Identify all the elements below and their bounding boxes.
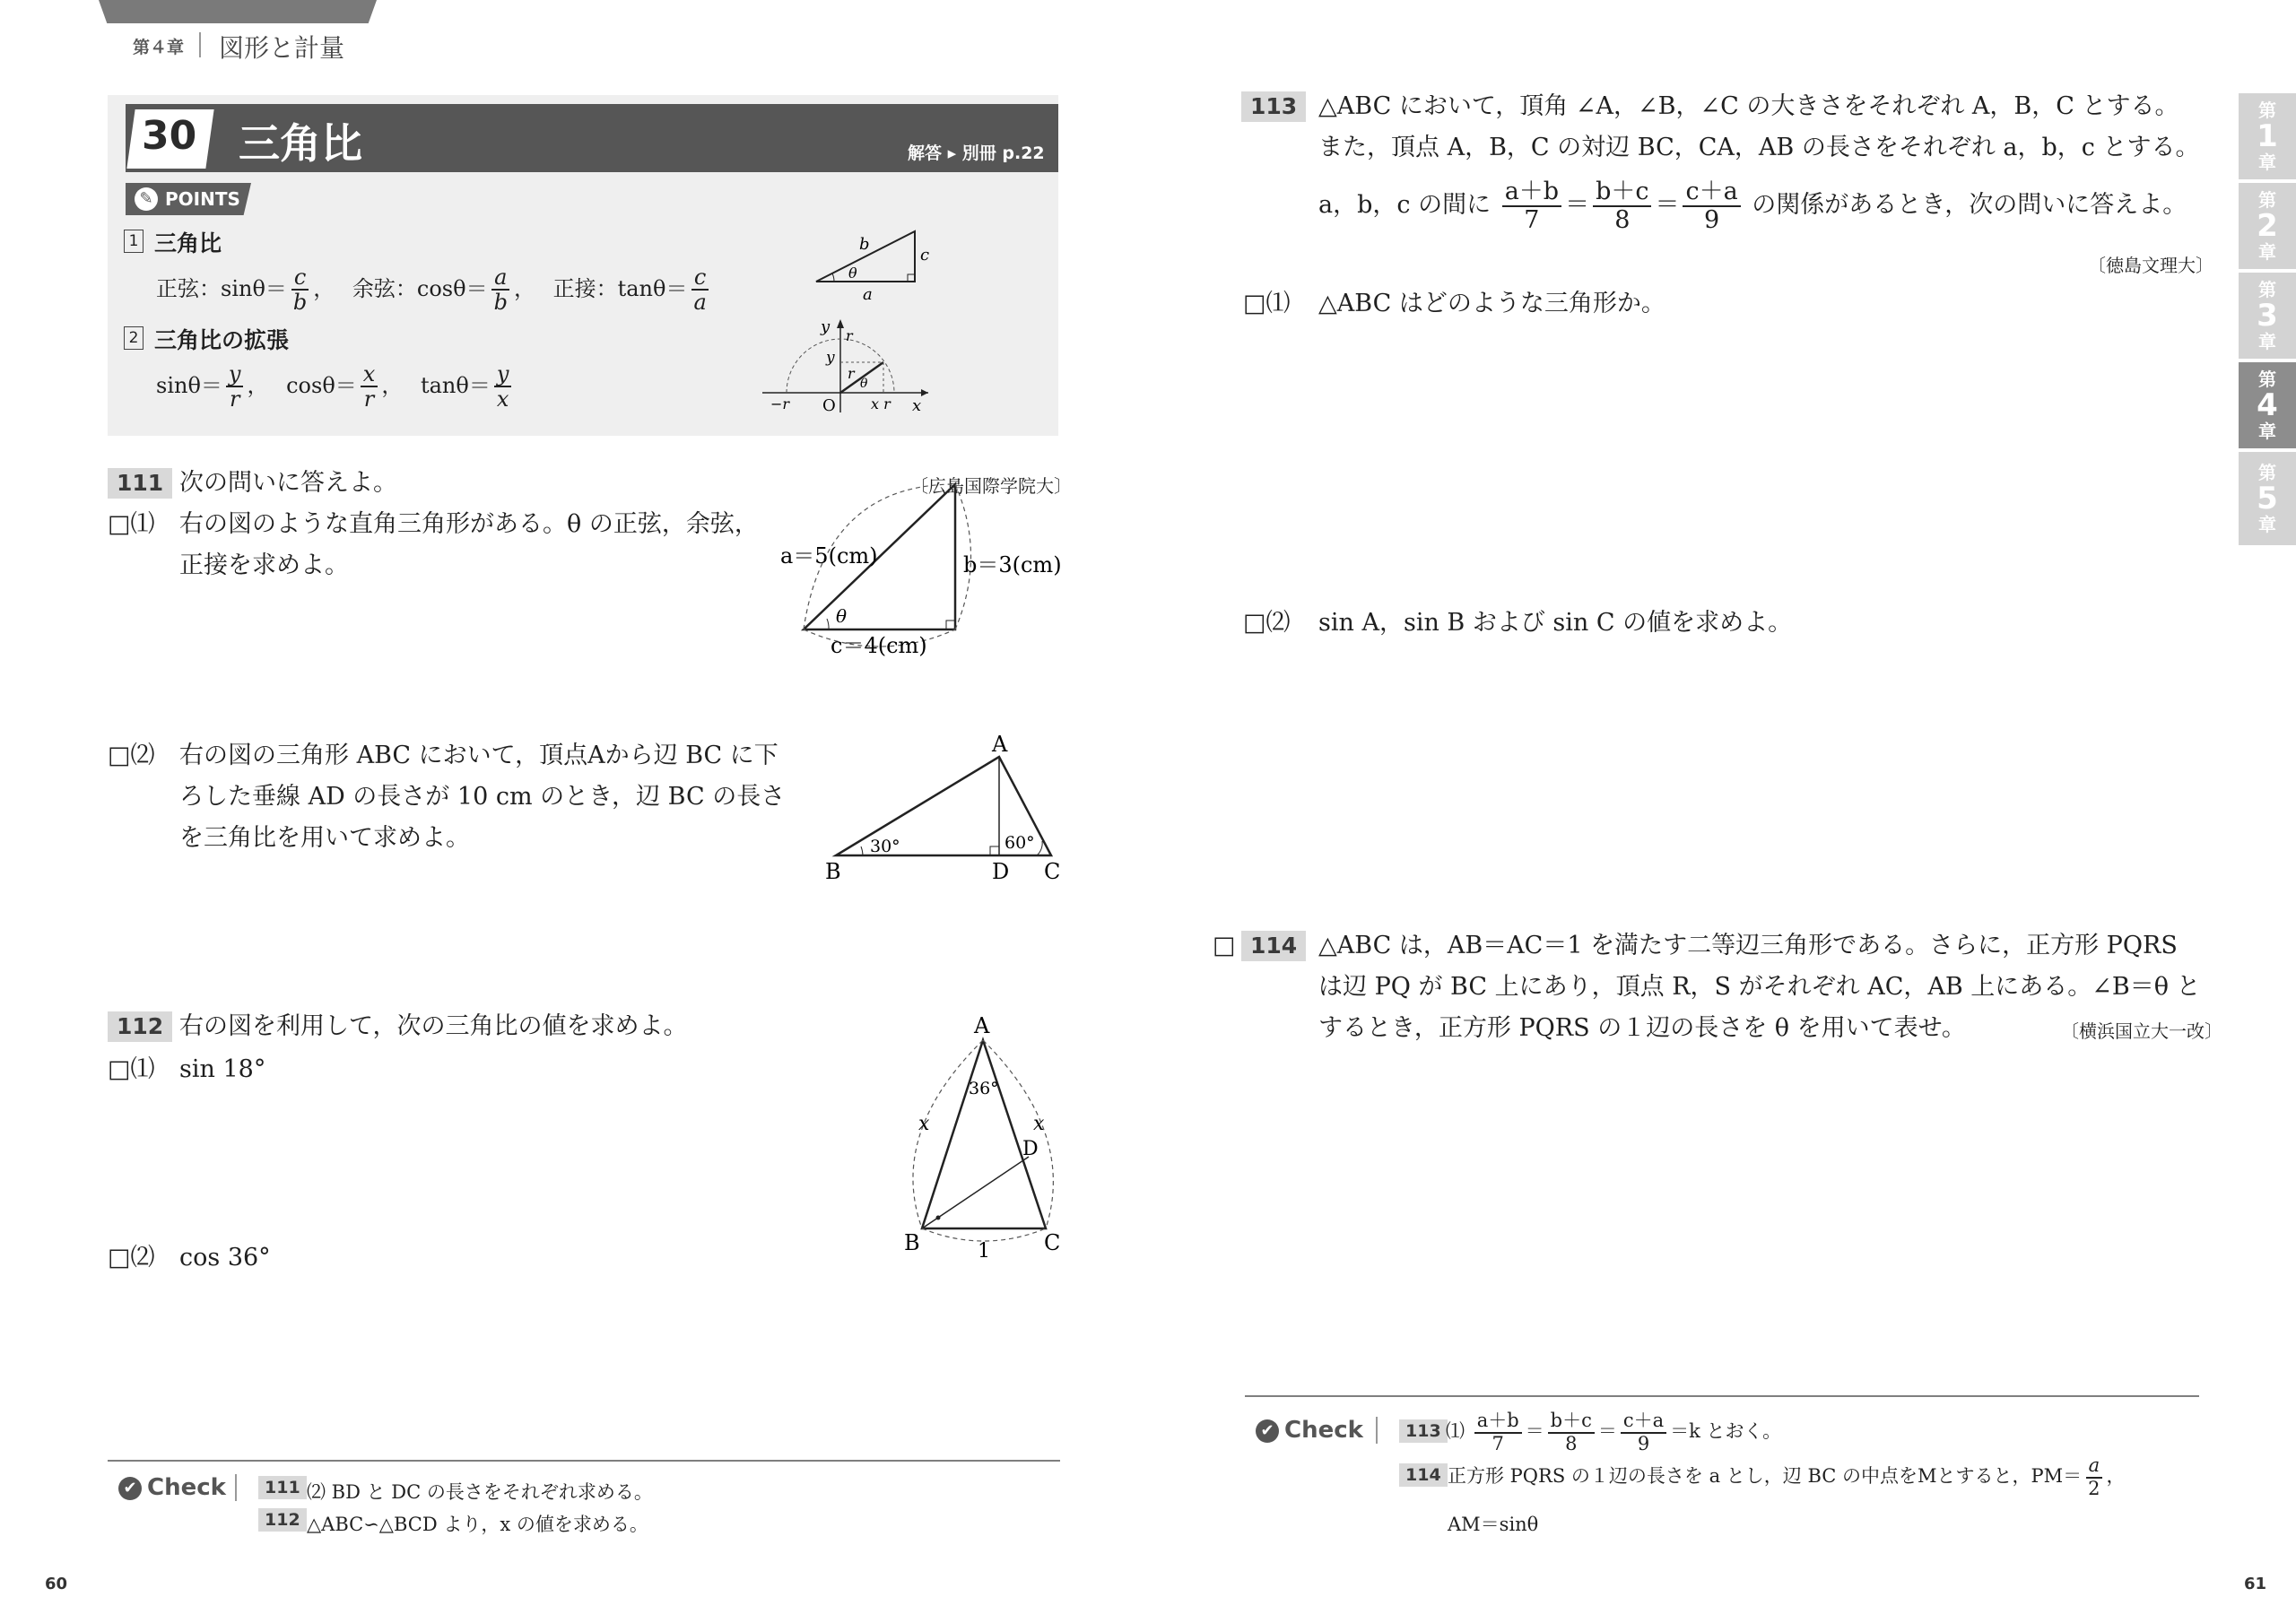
header-bar-decoration bbox=[99, 0, 377, 23]
check-right-separator bbox=[1376, 1417, 1378, 1444]
svg-text:D: D bbox=[992, 859, 1010, 884]
svg-text:60°: 60° bbox=[1004, 833, 1035, 853]
q112-part2-text: cos 36° bbox=[179, 1244, 271, 1271]
q112-part2-label[interactable]: □⑵ bbox=[108, 1244, 155, 1271]
check-right-114-text: 正方形 PQRS の１辺の長さを a とし，辺 BC の中点をMとすると，PM＝ $\frac{a}{2}$ ， bbox=[1448, 1454, 2126, 1499]
q114-source: 〔横浜国立大一改〕 bbox=[2061, 1020, 2222, 1042]
svg-text:A: A bbox=[992, 735, 1008, 757]
point-1-title: 三角比 bbox=[154, 230, 222, 256]
check-right-114-line2: AM＝sinθ bbox=[1448, 1514, 1539, 1535]
q112-triangle-figure bbox=[897, 1008, 1076, 1268]
check-right-rule bbox=[1245, 1395, 2199, 1397]
svg-text:θ: θ bbox=[860, 377, 868, 391]
svg-text:θ: θ bbox=[848, 265, 857, 282]
q113-part2-text: sin A，sin B および sin C の値を求めよ。 bbox=[1318, 609, 1793, 637]
svg-text:1: 1 bbox=[978, 1240, 990, 1263]
q112-text: 右の図を利用して，次の三角比の値を求めよ。 bbox=[179, 1012, 688, 1040]
svg-text:c＝4(cm): c＝4(cm) bbox=[831, 633, 927, 658]
svg-text:r: r bbox=[846, 327, 853, 344]
q111-number: 111 bbox=[108, 468, 172, 499]
points-label: POINTS bbox=[165, 188, 240, 210]
q114-checkbox[interactable]: □ bbox=[1213, 932, 1236, 959]
check-left-label: ✔ Check bbox=[118, 1474, 226, 1501]
page-number-right: 61 bbox=[2244, 1575, 2267, 1593]
svg-text:C: C bbox=[1044, 859, 1061, 884]
svg-text:B: B bbox=[825, 859, 841, 884]
q113-line1: △ABC において，頂角 ∠A，∠B，∠C の大きさをそれぞれ A，B，C とする。 bbox=[1318, 92, 2179, 120]
section-title: 三角比 bbox=[239, 119, 362, 168]
svg-text:−r: −r bbox=[770, 395, 790, 412]
answer-reference: 解答 ▸ 別冊 p.22 bbox=[908, 143, 1045, 163]
q112-part1-label[interactable]: □⑴ bbox=[108, 1055, 155, 1083]
svg-text:a＝5(cm): a＝5(cm) bbox=[780, 543, 878, 568]
q111-part2-line3: を三角比を用いて求めよ。 bbox=[179, 824, 470, 852]
svg-text:x: x bbox=[912, 396, 922, 415]
svg-text:θ: θ bbox=[836, 605, 848, 627]
svg-text:a: a bbox=[863, 285, 873, 304]
point-1-formulas: 正弦：sinθ＝ $\frac{c}{b}$ ， 余弦：cosθ＝ $\frac{a}{b}$ ， 正接：tanθ＝ $\frac{c}{a}$ bbox=[156, 265, 713, 315]
q113-part2-label[interactable]: □⑵ bbox=[1243, 609, 1291, 637]
svg-text:y: y bbox=[821, 317, 831, 336]
svg-text:30°: 30° bbox=[870, 837, 900, 856]
svg-text:c: c bbox=[920, 246, 930, 265]
svg-text:x: x bbox=[918, 1113, 930, 1135]
svg-text:x: x bbox=[1033, 1113, 1045, 1135]
point-2-formulas: sinθ＝ $\frac{y}{r}$ ， cosθ＝ $\frac{x}{r}$ ， tanθ＝ $\frac{y}{x}$ bbox=[156, 362, 515, 412]
q112-number: 112 bbox=[108, 1011, 172, 1042]
check-left-111-number: 111 bbox=[258, 1476, 307, 1499]
svg-text:36°: 36° bbox=[969, 1079, 999, 1098]
page-number-left: 60 bbox=[45, 1575, 68, 1593]
chapter-tab-2[interactable]: 第 2 章 bbox=[2239, 183, 2296, 269]
q114-line2: は辺 PQ が BC 上にあり，頂点 R，S がそれぞれ AC，AB 上にある。∠B＝θ と bbox=[1318, 973, 2201, 1001]
svg-text:b＝3(cm): b＝3(cm) bbox=[963, 552, 1062, 577]
svg-text:b: b bbox=[859, 235, 870, 254]
q114-line1: △ABC は，AB＝AC＝1 を満たす二等辺三角形である。さらに，正方形 PQRS bbox=[1318, 932, 2178, 959]
q112-part1-text: sin 18° bbox=[179, 1055, 266, 1083]
check-right-113-number: 113 bbox=[1399, 1419, 1448, 1443]
point-2-number: 2 bbox=[124, 326, 144, 350]
svg-text:r: r bbox=[848, 365, 855, 382]
check-left-rule bbox=[108, 1460, 1060, 1462]
chapter-tab-3[interactable]: 第 3 章 bbox=[2239, 273, 2296, 359]
chapter-title: 図形と計量 bbox=[219, 33, 345, 63]
q113-line2: また，頂点 A，B，C の対辺 BC，CA，AB の長さをそれぞれ a，b，c とする。 bbox=[1318, 134, 2200, 161]
header-separator bbox=[199, 32, 201, 57]
q113-part1-text: △ABC はどのような三角形か。 bbox=[1318, 290, 1665, 317]
check-left-separator bbox=[235, 1474, 237, 1501]
svg-text:B: B bbox=[904, 1230, 920, 1255]
section-number: 30 bbox=[142, 113, 197, 159]
pencil-icon: ✎ bbox=[135, 187, 158, 211]
q111-part2-label[interactable]: □⑵ bbox=[108, 742, 155, 769]
q111-triangle-abc-figure bbox=[816, 735, 1067, 888]
svg-text:x r: x r bbox=[871, 395, 891, 412]
check-left-112-text: △ABC∽△BCD より，x の値を求める。 bbox=[307, 1514, 648, 1535]
points-triangle-figure bbox=[807, 224, 942, 305]
check-icon: ✔ bbox=[1256, 1419, 1279, 1443]
q111-part1-line2: 正接を求めよ。 bbox=[179, 551, 349, 579]
q111-triangle-figure bbox=[771, 466, 1067, 664]
q114-line3: するとき，正方形 PQRS の１辺の長さを θ を用いて表せ。 bbox=[1318, 1014, 1966, 1042]
points-circle-figure bbox=[758, 316, 937, 416]
q111-part2-line1: 右の図の三角形 ABC において，頂点Aから辺 BC に下 bbox=[179, 742, 778, 769]
q111-part2-line2: ろした垂線 AD の長さが 10 cm のとき，辺 BC の長さ bbox=[179, 783, 786, 811]
check-right-label: ✔ Check bbox=[1256, 1417, 1363, 1444]
q113-line3: a，b，c の間に $\frac{a+b}{7}$ ＝ $\frac{b+c}{8}$ ＝ $\frac{c+a}{9}$ の関係があるとき，次の問いに答えよ。 bbox=[1318, 177, 2187, 234]
q114-number: 114 bbox=[1241, 931, 1306, 961]
check-icon: ✔ bbox=[118, 1477, 142, 1500]
q111-part1-label[interactable]: □⑴ bbox=[108, 510, 155, 538]
check-left-111-text: ⑵ BD と DC の長さをそれぞれ求める。 bbox=[307, 1481, 653, 1503]
q113-source: 〔徳島文理大〕 bbox=[2088, 255, 2213, 276]
check-left-112-number: 112 bbox=[258, 1508, 307, 1532]
q113-part1-label[interactable]: □⑴ bbox=[1243, 290, 1291, 317]
q111-text: 次の問いに答えよ。 bbox=[179, 469, 397, 497]
point-2-title: 三角比の拡張 bbox=[154, 327, 290, 353]
point-1-number: 1 bbox=[124, 230, 144, 253]
q111-part1-line1: 右の図のような直角三角形がある。θ の正弦，余弦， bbox=[179, 510, 759, 538]
svg-text:O: O bbox=[822, 396, 836, 415]
chapter-tab-4[interactable]: 第 4 章 bbox=[2239, 362, 2296, 448]
check-right-114-number: 114 bbox=[1399, 1463, 1448, 1487]
chapter-tab-1[interactable]: 第 1 章 bbox=[2239, 93, 2296, 179]
chapter-tab-5[interactable]: 第 5 章 bbox=[2239, 452, 2296, 545]
svg-text:y: y bbox=[826, 349, 835, 367]
check-right-113-text: ⑴ $\frac{a+b}{7}$ ＝ $\frac{b+c}{8}$ ＝ $\frac{c+a}{9}$ ＝k とおく。 bbox=[1446, 1410, 1782, 1454]
svg-text:A: A bbox=[974, 1013, 990, 1038]
svg-text:C: C bbox=[1044, 1230, 1061, 1255]
svg-text:D: D bbox=[1022, 1138, 1039, 1160]
chapter-label: 第４章 bbox=[133, 38, 185, 57]
q113-number: 113 bbox=[1241, 91, 1306, 122]
q111-source: 〔広島国際学院大〕 bbox=[910, 475, 1072, 497]
